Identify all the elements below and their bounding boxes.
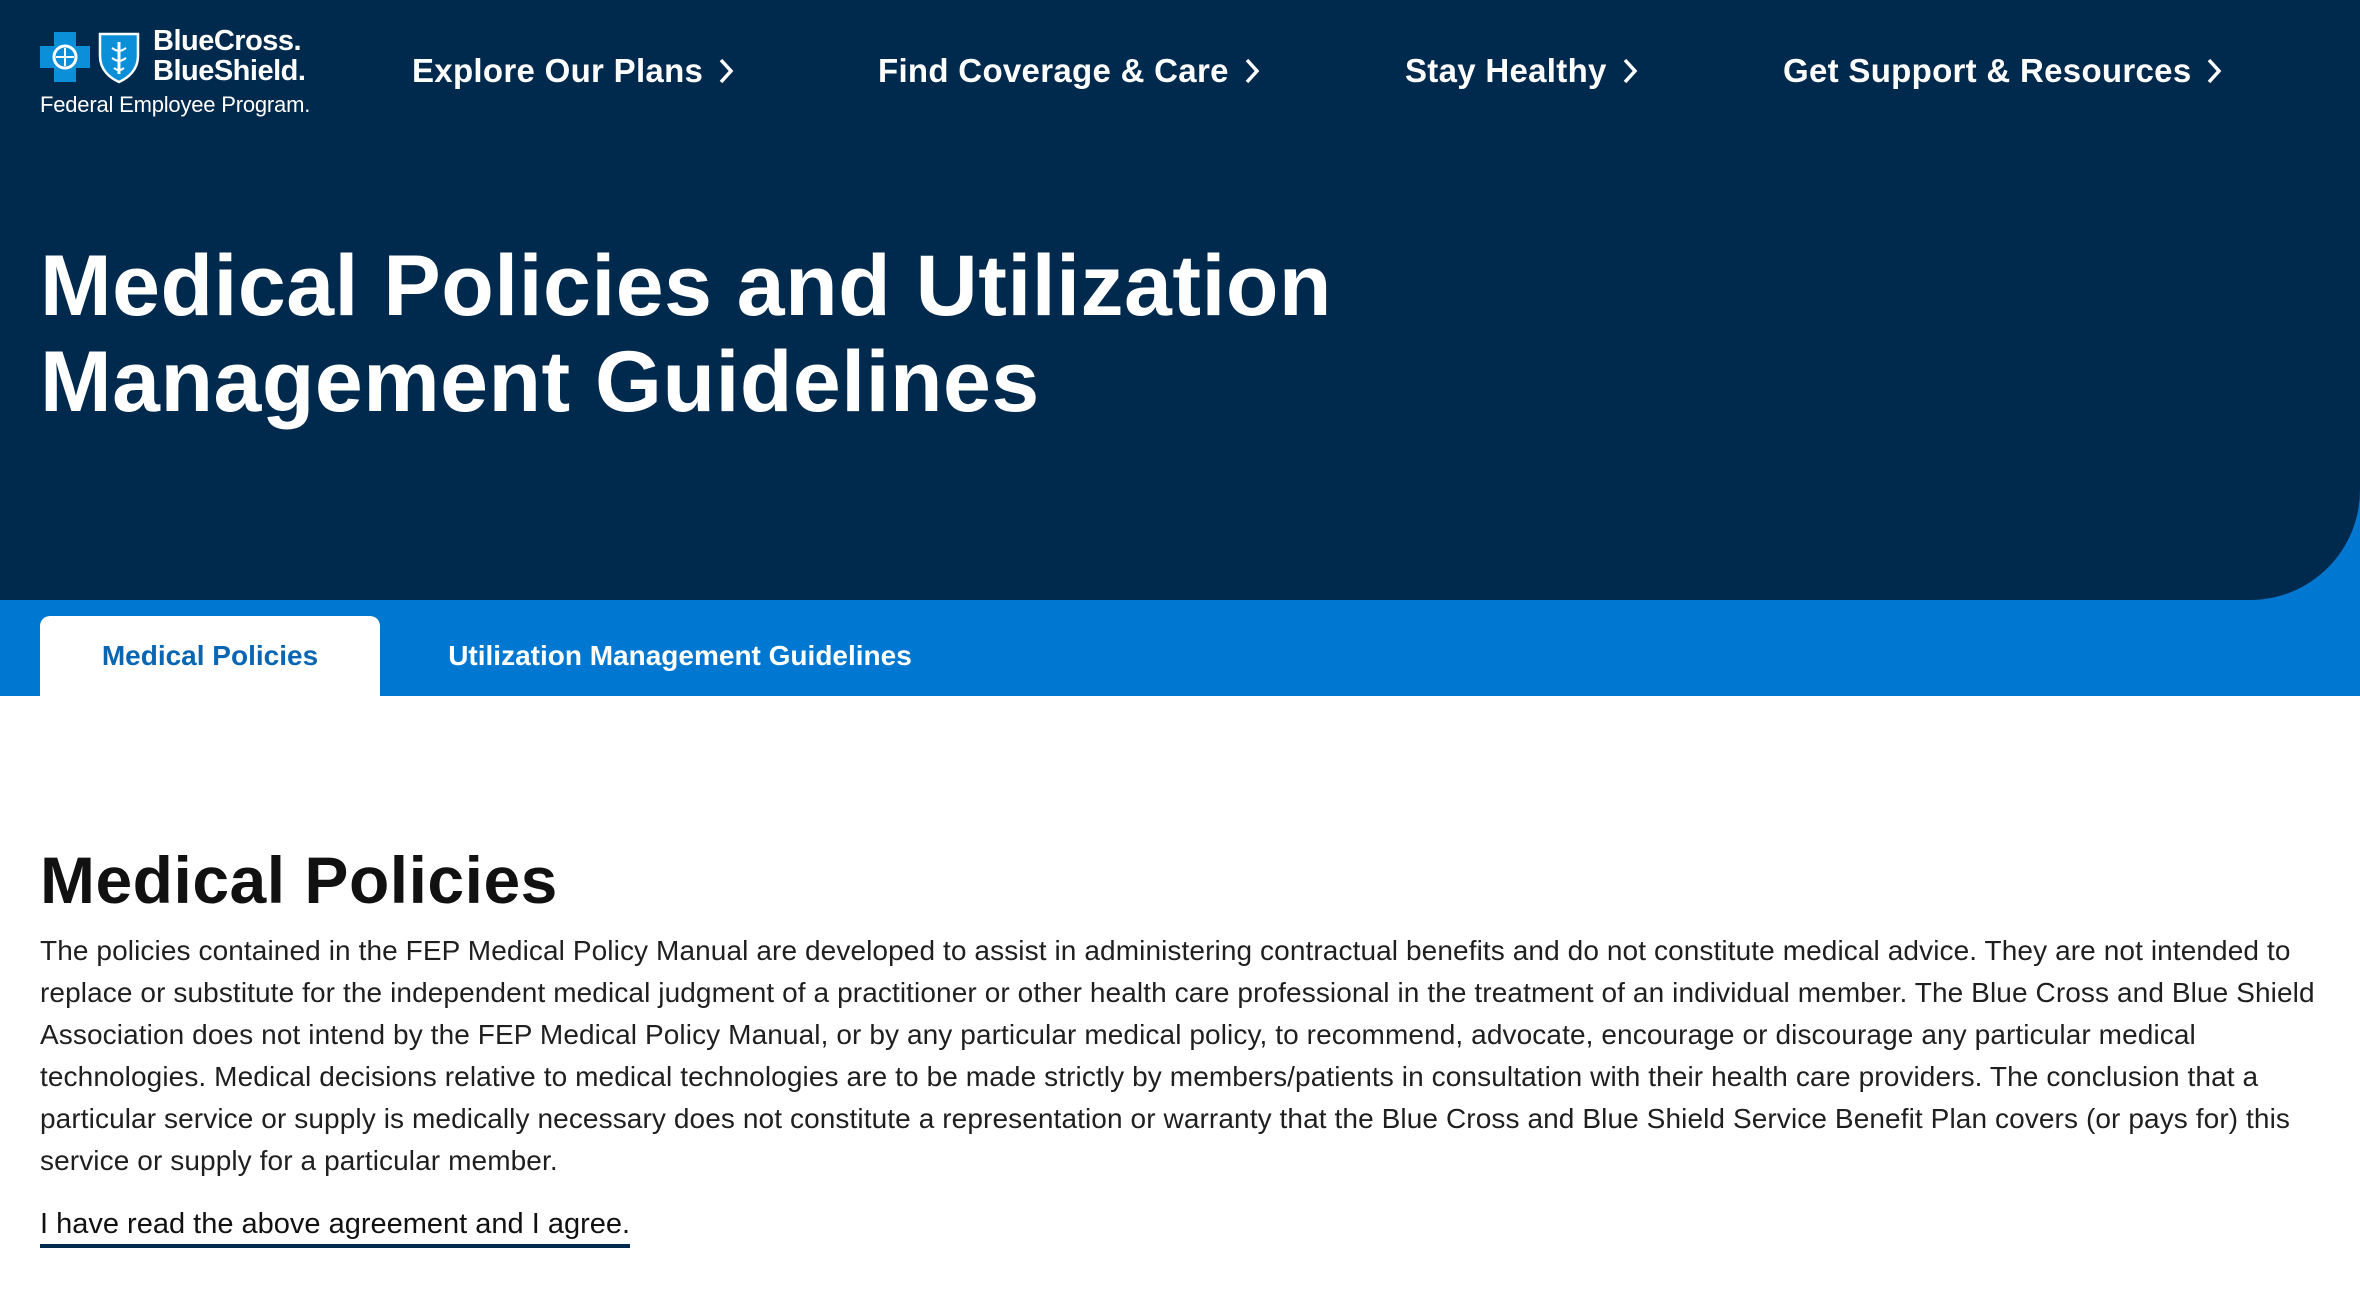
nav-explore-our-plans[interactable] xyxy=(412,52,735,90)
blue-cross-icon xyxy=(40,32,90,82)
nav-item-label: Stay Healthy xyxy=(1405,52,1607,89)
chevron-right-icon xyxy=(2205,57,2223,85)
blue-shield-icon xyxy=(100,34,138,82)
nav-find-coverage-care[interactable] xyxy=(878,52,1261,90)
nav-get-support-resources[interactable] xyxy=(1783,52,2223,90)
nav-item-label: Explore Our Plans xyxy=(412,52,704,89)
blue-cross-blue-shield-icon xyxy=(38,28,150,86)
nav-item-label: Find Coverage & Care xyxy=(878,52,1229,89)
agree-link[interactable]: I have read the above agreement and I agree. xyxy=(40,1206,630,1248)
chevron-right-icon xyxy=(717,57,735,85)
bcbs-fep-logo[interactable] xyxy=(38,24,328,124)
nav-item-label: Get Support & Resources xyxy=(1783,52,2192,89)
logo-brand-line1: BlueCross. xyxy=(153,25,302,57)
page-title xyxy=(40,238,1540,430)
main-content xyxy=(40,830,2330,1248)
tab-medical-policies[interactable]: Medical Policies xyxy=(40,616,380,696)
page-title-line1: Medical Policies and Utilization xyxy=(40,238,1332,334)
section-heading: Medical Policies xyxy=(40,843,558,917)
page-title-line2: Management Guidelines xyxy=(40,334,1040,430)
chevron-right-icon xyxy=(1621,57,1639,85)
nav-stay-healthy[interactable] xyxy=(1405,52,1639,90)
disclaimer-text: The policies contained in the FEP Medical Policy Manual are developed to assist in administering contractual benefits and do not constitute medical advice. They are not intended to replace or substitute for the independent medical judgment of a practitioner or other health care professional in the treatment of an individual member. The Blue Cross and Blue Shield Association does not intend by the FEP Medical Policy Manual, or by any particular medical policy, to recommend, advocate, encourage or discourage any particular medical technologies. Medical decisions relative to medical technologies are to be made strictly by members/patients in consultation with their health care providers. The conclusion that a particular service or supply is medically necessary does not constitute a representation or warranty that the Blue Cross and Blue Shield Service Benefit Plan covers (or pays for) this service or supply for a particular member. xyxy=(40,935,2315,1176)
tab-utilization-management-guidelines[interactable]: Utilization Management Guidelines xyxy=(448,640,912,671)
header xyxy=(0,0,2360,600)
chevron-right-icon xyxy=(1243,57,1261,85)
logo-subtitle: Federal Employee Program. xyxy=(40,92,311,117)
logo-brand-line2: BlueShield. xyxy=(153,55,306,87)
